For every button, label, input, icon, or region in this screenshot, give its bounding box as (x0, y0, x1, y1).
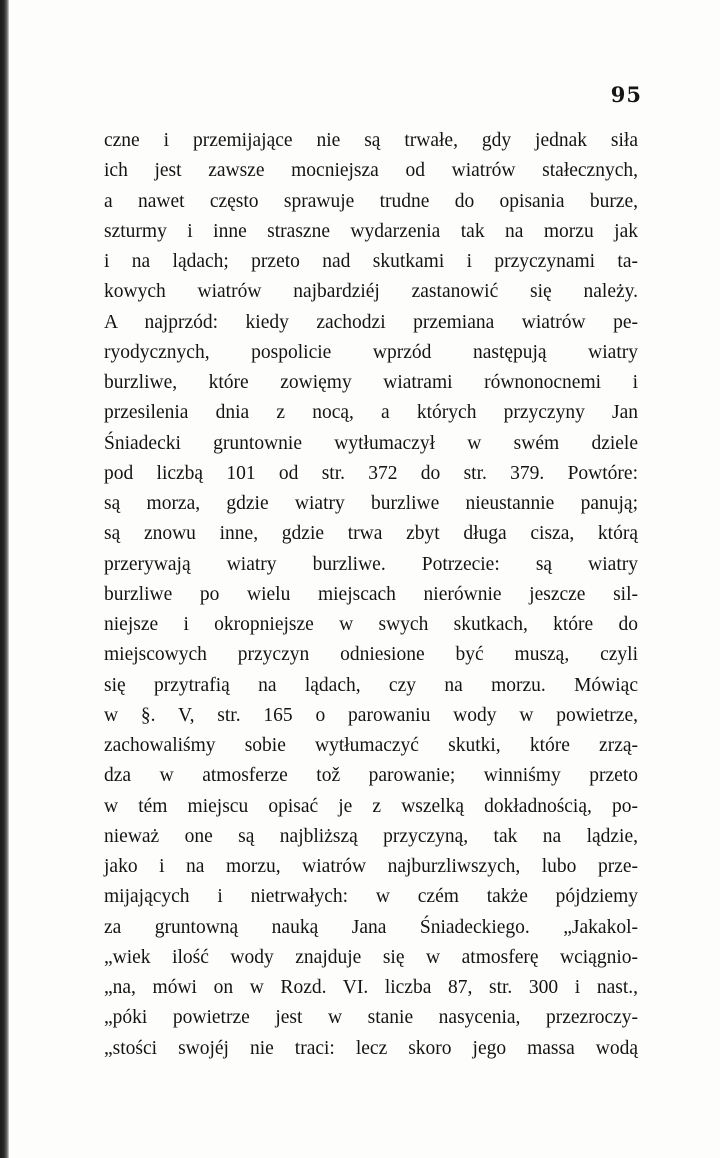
text-line: za gruntowną nauką Jana Śniadeckiego. „Jakakol- (104, 916, 638, 938)
text-line: miejscowych przyczyn odniesione być muszą, czyli (104, 644, 638, 666)
text-line: kowych wiatrów najbardziéj zastanowić się należy. (104, 281, 638, 303)
text-line: mijających i nietrwałych: w czém także pójdziemy (104, 886, 638, 908)
text-line: a nawet często sprawuje trudne do opisania burze, (104, 190, 638, 212)
text-line: szturmy i inne straszne wydarzenia tak na morzu jak (104, 220, 638, 242)
text-line: „na, mówi on w Rozd. VI. liczba 87, str. 300 i nast., (104, 977, 638, 998)
text-line: Śniadecki gruntownie wytłumaczył w swém dziele (104, 432, 638, 454)
page-number: 95 (610, 82, 642, 107)
text-line: w §. V, str. 165 o parowaniu wody w powietrze, (104, 704, 638, 726)
text-line: w tém miejscu opisać je z wszelką dokładnością, po- (104, 795, 638, 817)
text-line: są znowu inne, gdzie trwa zbyt długa cisza, którą (104, 523, 638, 545)
text-line: niejsze i okropniejsze w swych skutkach, które do (104, 614, 638, 635)
text-line: burzliwe po wielu miejscach nierównie jeszcze sil- (104, 583, 638, 605)
text-line: i na lądach; przeto nad skutkami i przyczynami ta- (104, 251, 638, 272)
text-line: jako i na morzu, wiatrów najburzliwszych, lubo prze- (104, 856, 638, 877)
text-line: są morza, gdzie wiatry burzliwe nieustannie panują; (104, 493, 638, 514)
text-line: ryodycznych, pospolicie wprzód następują wiatry (104, 341, 638, 363)
text-line: czne i przemijające nie są trwałe, gdy jednak siła (104, 130, 638, 151)
text-line: „póki powietrze jest w stanie nasycenia, przezroczy- (104, 1007, 638, 1029)
text-line: nieważ one są najbliższą przyczyną, tak na lądzie, (104, 825, 638, 847)
text-line: „stości swojéj nie traci: lecz skoro jego massa wodą (104, 1037, 638, 1059)
text-line: przerywają wiatry burzliwe. Potrzecie: są wiatry (104, 553, 638, 575)
text-line: „wiek ilość wody znajduje się w atmosferę wciągnio- (104, 946, 638, 968)
body-text (104, 126, 638, 1064)
text-line: A najprzód: kiedy zachodzi przemiana wiatrów pe- (104, 311, 638, 333)
page-binding-edge (0, 0, 9, 1158)
text-line: zachowaliśmy sobie wytłumaczyć skutki, które zrzą- (104, 735, 638, 756)
text-line: się przytrafią na lądach, czy na morzu. Mówiąc (104, 674, 638, 696)
text-line: burzliwe, które zowięmy wiatrami równonocnemi i (104, 372, 638, 393)
text-line: dza w atmosferze tož parowanie; winniśmy przeto (104, 765, 638, 787)
text-line: przesilenia dnia z nocą, a których przyczyny Jan (104, 402, 638, 424)
text-line: pod liczbą 101 od str. 372 do str. 379. Powtóre: (104, 462, 638, 484)
text-line: ich jest zawsze mocniejsza od wiatrów stałecznych, (104, 160, 638, 182)
